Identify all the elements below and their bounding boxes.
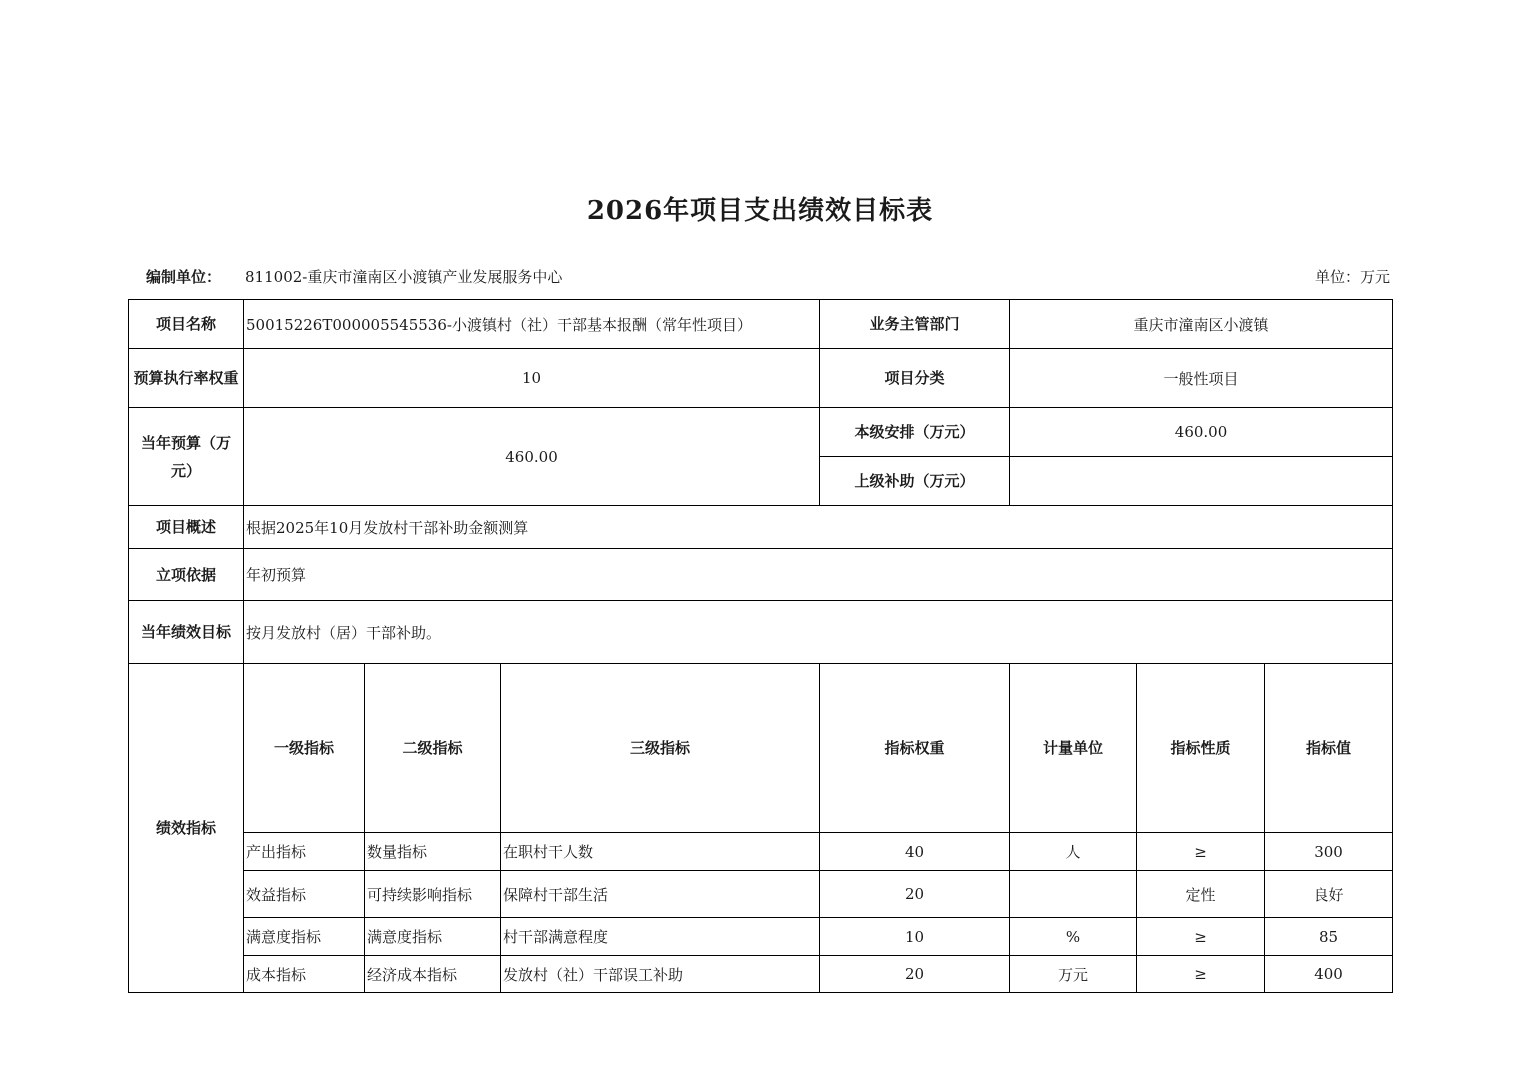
- upper-funding-value: [1010, 457, 1393, 506]
- cell-level2: 经济成本指标: [365, 956, 501, 993]
- cell-weight: 40: [820, 833, 1010, 871]
- category-label: 项目分类: [820, 349, 1010, 408]
- row-goal: [129, 601, 1393, 664]
- local-funding-value: 460.00: [1010, 408, 1393, 457]
- cell-level1: 成本指标: [244, 956, 365, 993]
- cell-nature: 定性: [1137, 871, 1265, 918]
- basis-value: 年初预算: [244, 549, 1393, 601]
- overview-value: 根据2025年10月发放村干部补助金额测算: [244, 506, 1393, 549]
- cell-value: 良好: [1265, 871, 1393, 918]
- row-overview: [129, 506, 1393, 549]
- cell-weight: 20: [820, 956, 1010, 993]
- project-name-label: 项目名称: [129, 300, 244, 349]
- dept-value: 重庆市潼南区小渡镇: [1010, 300, 1393, 349]
- compiling-unit-label: 编制单位：: [146, 268, 222, 286]
- cell-level1: 效益指标: [244, 871, 365, 918]
- performance-table: [128, 299, 1393, 993]
- project-name-value: 50015226T000005545536-小渡镇村（社）干部基本报酬（常年性项目）: [244, 300, 820, 349]
- cell-level2: 可持续影响指标: [365, 871, 501, 918]
- row-annual-budget: [129, 408, 1393, 457]
- row-basis: [129, 549, 1393, 601]
- cell-level1: 产出指标: [244, 833, 365, 871]
- cell-level3: 发放村（社）干部误工补助: [501, 956, 820, 993]
- dept-label: 业务主管部门: [820, 300, 1010, 349]
- row-budget-weight: [129, 349, 1393, 408]
- table-row: [129, 918, 1393, 956]
- header-level2: 二级指标: [365, 664, 501, 833]
- row-project-name: [129, 300, 1393, 349]
- category-value: 一般性项目: [1010, 349, 1393, 408]
- budget-weight-label: 预算执行率权重: [129, 349, 244, 408]
- cell-level1: 满意度指标: [244, 918, 365, 956]
- cell-value: 85: [1265, 918, 1393, 956]
- cell-level3: 在职村干人数: [501, 833, 820, 871]
- overview-label: 项目概述: [129, 506, 244, 549]
- table-row: [129, 956, 1393, 993]
- upper-funding-label: 上级补助（万元）: [820, 457, 1010, 506]
- cell-unit: %: [1010, 918, 1137, 956]
- header-level3: 三级指标: [501, 664, 820, 833]
- cell-unit: [1010, 871, 1137, 918]
- header-unit: 计量单位: [1010, 664, 1137, 833]
- header-level1: 一级指标: [244, 664, 365, 833]
- local-funding-label: 本级安排（万元）: [820, 408, 1010, 457]
- money-unit: 单位：万元: [1314, 268, 1390, 286]
- budget-weight-value: 10: [244, 349, 820, 408]
- cell-nature: ≥: [1137, 918, 1265, 956]
- cell-nature: ≥: [1137, 833, 1265, 871]
- basis-label: 立项依据: [129, 549, 244, 601]
- cell-level2: 满意度指标: [365, 918, 501, 956]
- cell-nature: ≥: [1137, 956, 1265, 993]
- cell-value: 400: [1265, 956, 1393, 993]
- header-nature: 指标性质: [1137, 664, 1265, 833]
- compiling-unit: [146, 266, 562, 287]
- cell-level3: 保障村干部生活: [501, 871, 820, 918]
- indicators-section-label: 绩效指标: [129, 664, 244, 993]
- cell-level2: 数量指标: [365, 833, 501, 871]
- cell-weight: 10: [820, 918, 1010, 956]
- goal-label: 当年绩效目标: [129, 601, 244, 664]
- cell-weight: 20: [820, 871, 1010, 918]
- indicator-header-row: [129, 664, 1393, 833]
- cell-unit: 人: [1010, 833, 1137, 871]
- table-row: [129, 871, 1393, 918]
- table-row: [129, 833, 1393, 871]
- annual-budget-value: 460.00: [244, 408, 820, 506]
- header-value: 指标值: [1265, 664, 1393, 833]
- cell-value: 300: [1265, 833, 1393, 871]
- cell-unit: 万元: [1010, 956, 1137, 993]
- annual-budget-label: 当年预算（万元）: [129, 408, 244, 506]
- page-title: 2026年项目支出绩效目标表: [586, 196, 934, 226]
- cell-level3: 村干部满意程度: [501, 918, 820, 956]
- header-weight: 指标权重: [820, 664, 1010, 833]
- goal-value: 按月发放村（居）干部补助。: [244, 601, 1393, 664]
- compiling-unit-value: 811002-重庆市潼南区小渡镇产业发展服务中心: [245, 268, 563, 286]
